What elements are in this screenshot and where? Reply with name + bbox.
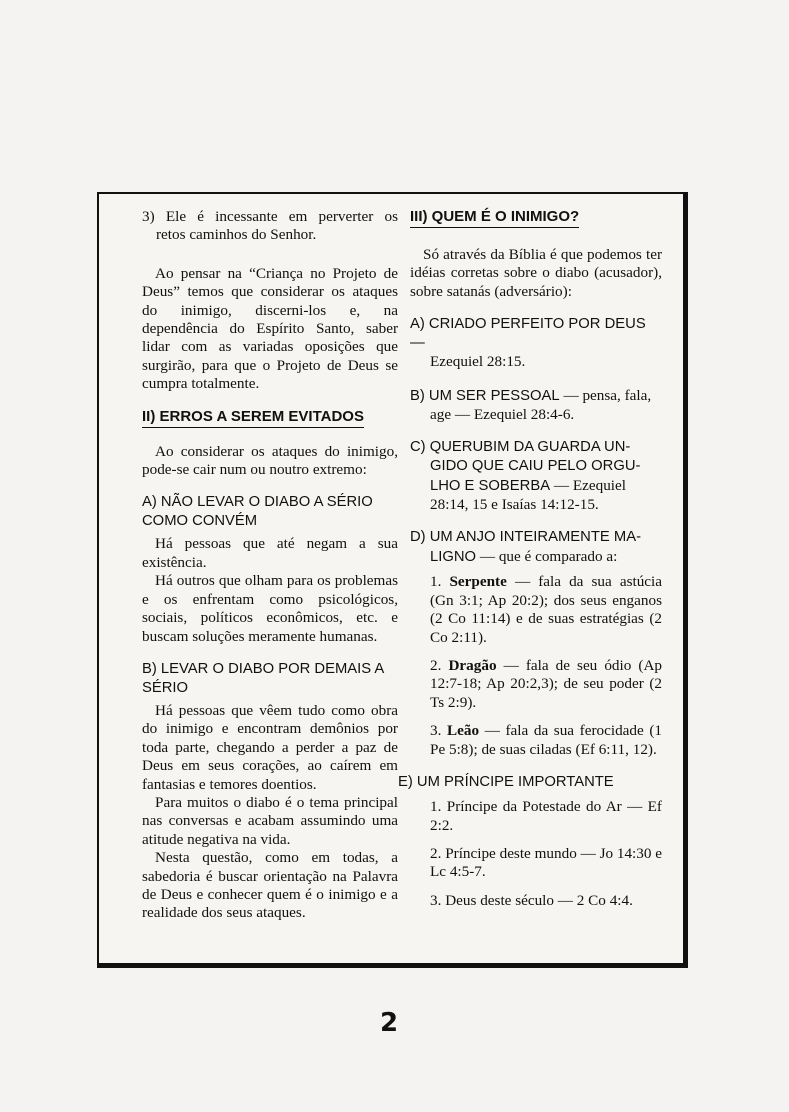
item-d1-keyword: Serpente xyxy=(449,573,507,591)
subsection-a-title-line1: A) NÃO LEVAR O DIABO A SÉRIO xyxy=(142,494,373,511)
section-3-title: III) QUEM É O INIMIGO? xyxy=(410,208,579,228)
subsection-b-paragraph-3: Nesta questão, como em todas, a sabedoria é buscar orientação na Palavra de Deus e conhecer quem é o inimigo e a realidade dos seus ataques. xyxy=(142,849,398,922)
item-d-title-line2-text: LIGNO xyxy=(430,549,477,566)
item-b xyxy=(410,386,662,406)
item-d1-text: — fala da sua astúcia (Gn 3:1; Ap 20:2); dos seus enganos (2 Co 11:14) e de suas estratégias (2 Co 2:11). xyxy=(430,573,662,646)
item-3-line1: 3) Ele é incessante em perverter os xyxy=(142,208,398,225)
item-e2: 2. Príncipe deste mundo — Jo 14:30 e Lc 4:5-7. xyxy=(430,844,663,881)
subsection-a-paragraph-2: Há outros que olham para os problemas e os enfrentam como psicológicos, sociais, políticos econômicos, etc. e buscam soluções meramente humanas. xyxy=(142,572,398,645)
subsection-b-paragraph-2: Para muitos o diabo é o tema principal nas conversas e acabam assumindo uma atitude negativa na vida. xyxy=(142,793,398,848)
item-b-title: B) UM SER PESSOAL xyxy=(410,387,560,404)
item-a-reference: Ezequiel 28:15. xyxy=(430,353,526,371)
item-c-title-line3-text: LHO E SOBERBA xyxy=(430,478,551,495)
item-d1 xyxy=(410,573,662,647)
item-e-title: E) UM PRÍNCIPE IMPORTANTE xyxy=(398,774,614,791)
item-a-title: A) CRIADO PERFEITO POR DEUS — xyxy=(410,316,646,352)
item-3-line2: retos caminhos do Senhor. xyxy=(156,226,317,244)
item-e1: 1. Príncipe da Potestade do Ar — Ef 2:2. xyxy=(430,798,662,834)
item-d-title-line1: D) UM ANJO INTEIRAMENTE MA- xyxy=(410,529,641,546)
item-d3-text: — fala da sua ferocidade (1 Pe 5:8); de suas ciladas (Ef 6:11, 12). xyxy=(430,722,663,758)
section-2-paragraph: Ao considerar os ataques do inimigo, pode-se cair num ou noutro extremo: xyxy=(142,442,398,479)
subsection-a-paragraph-1: Há pessoas que até negam a sua existência. xyxy=(142,535,398,571)
right-column xyxy=(398,194,663,910)
item-d-rest: — que é comparado a: xyxy=(476,548,618,566)
subsection-a-title-line2: COMO CONVÉM xyxy=(142,513,258,530)
item-b-reference: age — Ezequiel 28:4-6. xyxy=(430,405,575,423)
left-column xyxy=(142,194,398,923)
page-number: 2 xyxy=(380,1008,399,1038)
item-d3-num: 3. xyxy=(430,722,448,740)
item-d2-keyword: Dragão xyxy=(448,657,497,675)
item-d2-text: — fala de seu ódio (Ap 12:7-18; Ap 20:2,3); de seu poder (2 Ts 2:9). xyxy=(430,657,663,711)
item-e3: 3. Deus deste século — 2 Co 4:4. xyxy=(430,891,633,909)
subsection-b-title-line1: B) LEVAR O DIABO POR DEMAIS A xyxy=(142,660,385,677)
item-c-reference: 28:14, 15 e Isaías 14:12-15. xyxy=(430,496,599,514)
item-c-title-line2: GIDO QUE CAIU PELO ORGU- xyxy=(430,458,641,475)
item-d1-num: 1. xyxy=(430,573,450,591)
item-d3 xyxy=(410,722,662,759)
item-c-ref-part1: — Ezequiel xyxy=(550,477,626,495)
section-2-title: II) ERROS A SEREM EVITADOS xyxy=(142,408,364,428)
document-frame xyxy=(97,192,688,968)
section-3-paragraph: Só através da Bíblia é que podemos ter idéias corretas sobre o diabo (acusador), sobre satanás (adversário): xyxy=(410,246,662,300)
item-d2 xyxy=(410,657,662,712)
subsection-b-title-line2: SÉRIO xyxy=(142,679,189,696)
item-d2-num: 2. xyxy=(430,657,449,675)
item-c-title-line1: C) QUERUBIM DA GUARDA UN- xyxy=(410,439,631,456)
item-b-rest: — pensa, fala, xyxy=(559,386,652,404)
intro-paragraph: Ao pensar na “Criança no Projeto de Deus” temos que considerar os ataques do inimigo, discerni-los e, na dependência do Espírito Santo, saber lidar com as variadas oposições que surgirão, para que o Projeto de Deus se cumpra totalmente. xyxy=(142,264,398,393)
item-c-title-line3 xyxy=(410,476,662,496)
subsection-b-paragraph-1: Há pessoas que vêem tudo como obra do inimigo e encontram demônios por toda parte, chegando a perder a paz de Deus em seus corações, ao caírem em fantasias e temores doentios. xyxy=(142,701,398,793)
item-d-title-line2 xyxy=(410,547,662,567)
item-d3-keyword: Leão xyxy=(447,722,480,740)
